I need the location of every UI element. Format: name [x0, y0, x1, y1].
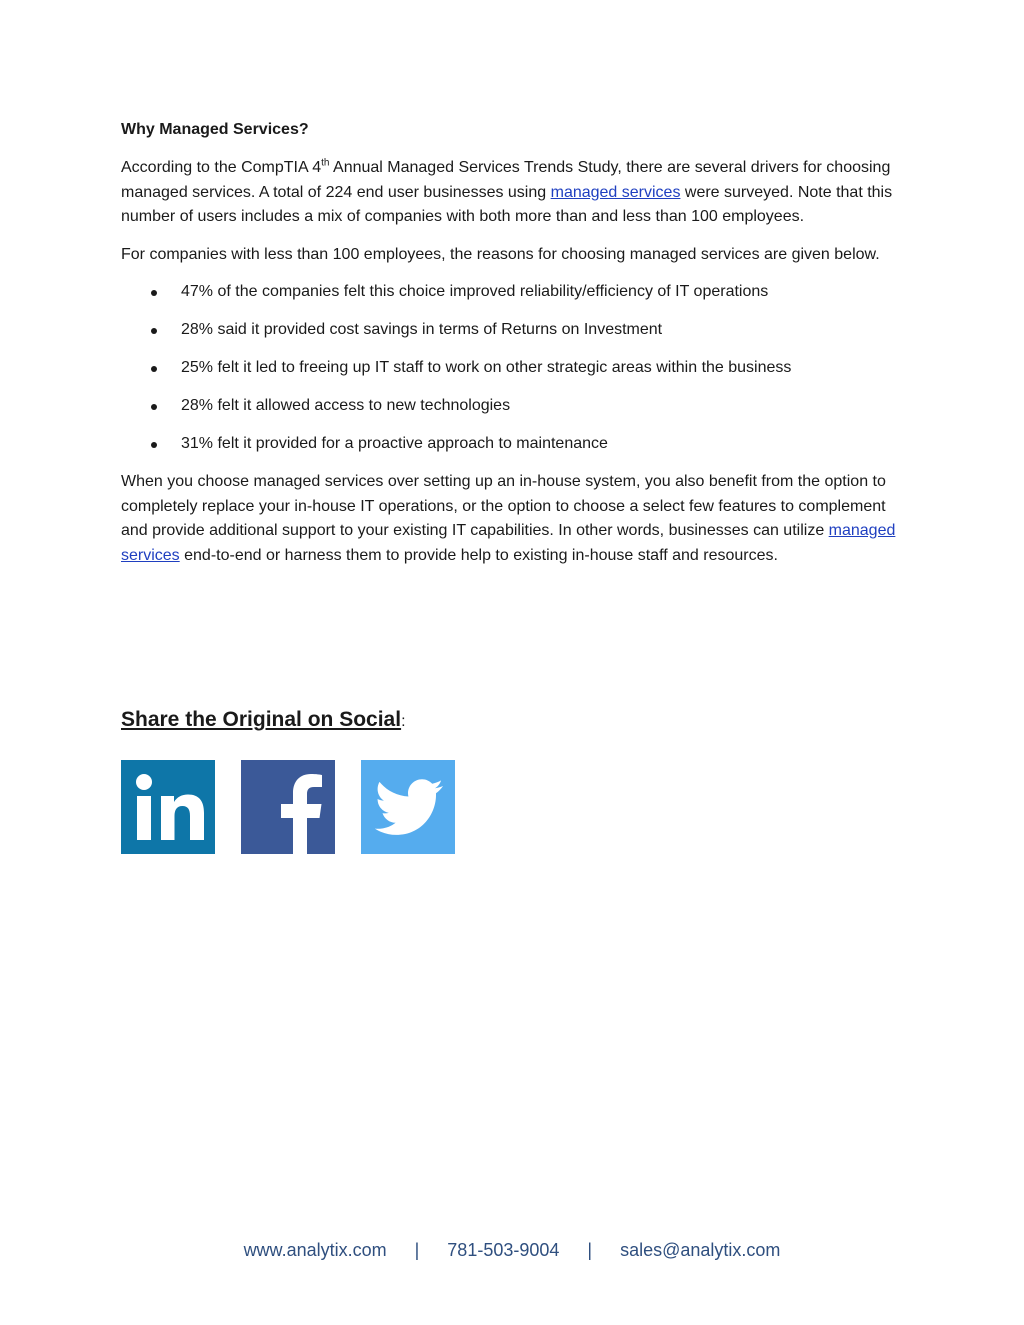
list-item — [121, 318, 911, 343]
bullet-icon — [151, 328, 157, 334]
bullet-icon — [151, 442, 157, 448]
reasons-list — [121, 280, 911, 457]
closing-text-2: end-to-end or harness them to provide help to existing in-house staff and resources. — [179, 546, 778, 564]
list-item — [121, 280, 911, 305]
linkedin-icon[interactable] — [121, 760, 215, 854]
list-item — [121, 356, 911, 381]
footer-email[interactable]: sales@analytix.com — [620, 1240, 781, 1260]
bullet-icon — [151, 404, 157, 410]
footer-phone[interactable]: 781-503-9004 — [447, 1240, 560, 1260]
list-item — [121, 394, 911, 419]
intro-superscript: th — [321, 157, 330, 169]
social-icons — [121, 760, 455, 854]
share-title: Share the Original on Social — [121, 708, 402, 731]
intro-paragraph — [121, 156, 911, 230]
managed-services-link-1[interactable]: managed services — [550, 183, 681, 201]
list-item-text: 28% said it provided cost savings in terms of Returns on Investment — [181, 321, 663, 338]
managed-services-link-2[interactable]: managed services — [121, 522, 896, 564]
closing-text-1: When you choose managed services over setting up an in-house system, you also benefit from the option to completely replace your in-house IT operations, or the option to choose a select few features to complement and provide additional support to your existing IT capabilities. In other words, businesses can utilize — [121, 473, 886, 539]
footer-website[interactable]: www.analytix.com — [243, 1240, 387, 1260]
bullet-icon — [151, 366, 157, 372]
list-item — [121, 432, 911, 457]
closing-paragraph — [121, 470, 911, 568]
page-footer — [0, 1240, 1024, 1261]
list-item-text: 47% of the companies felt this choice improved reliability/efficiency of IT operations — [181, 283, 769, 300]
footer-separator: | — [414, 1240, 420, 1260]
share-heading — [121, 708, 406, 732]
list-item-text: 25% felt it led to freeing up IT staff to work on other strategic areas within the business — [181, 359, 792, 376]
section-heading: Why Managed Services? — [121, 121, 309, 138]
footer-separator: | — [587, 1240, 593, 1260]
intro-text-1: According to the CompTIA 4 — [121, 159, 322, 176]
intro-text-2: Annual Managed Services Trends Study, there are several drivers for choosing managed services. A total of 224 end user businesses using — [121, 159, 891, 201]
lead-paragraph: For companies with less than 100 employees, the reasons for choosing managed services are given below. — [121, 245, 880, 263]
intro-text-3: were surveyed. Note that this number of users includes a mix of companies with both more than and less than 100 employees. — [121, 183, 893, 225]
facebook-icon[interactable] — [241, 760, 335, 854]
share-colon: : — [401, 713, 406, 730]
twitter-icon[interactable] — [361, 760, 455, 854]
list-item-text: 31% felt it provided for a proactive approach to maintenance — [181, 435, 608, 452]
list-item-text: 28% felt it allowed access to new technologies — [181, 397, 511, 414]
bullet-icon — [151, 290, 157, 296]
article-body — [121, 118, 911, 581]
